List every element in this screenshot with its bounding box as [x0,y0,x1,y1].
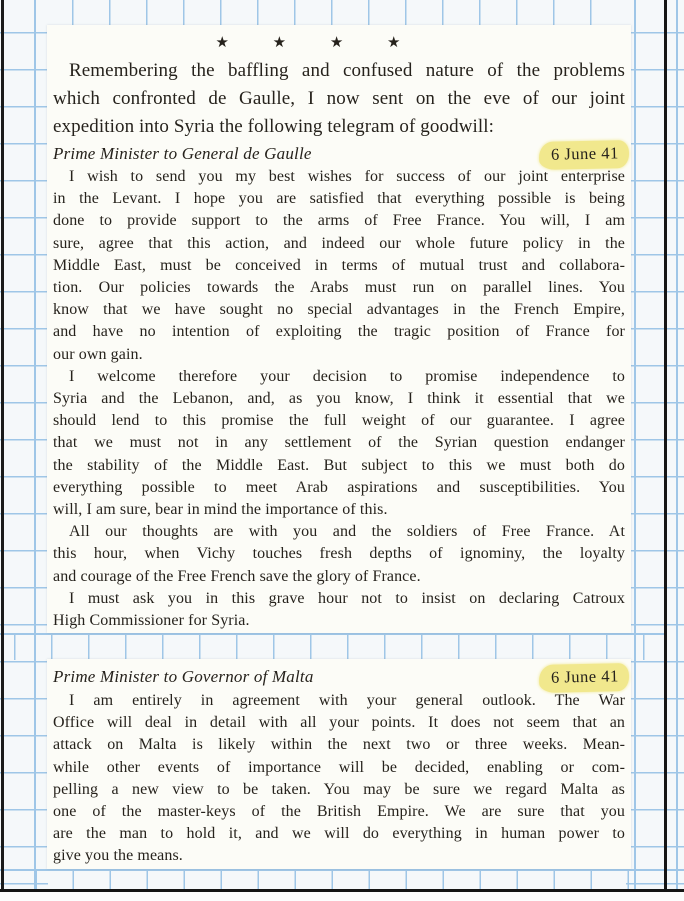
text-line: done to provide support to the arms of Free France. You will, I am [53,212,625,230]
text-line: and courage of the Free French save the glory of France. [53,567,421,585]
text-line: and have no intention of exploiting the tragic position of France for [53,323,625,341]
text-line: I must ask you in this grave hour not to insist on declaring Catroux [69,589,625,607]
text-line: which confronted de Gaulle, I now sent on the eve of our joint [53,88,625,109]
text-line: I welcome therefore your decision to promise independence to [69,367,625,385]
text-line: should lend to this promise the full weight of our guarantee. I agree [53,412,625,430]
paragraph [53,366,625,521]
graph-paper-left-margin [0,0,48,901]
telegram-1-heading: Prime Minister to General de Gaulle [53,144,312,163]
telegram-2-heading: Prime Minister to Governor of Malta [53,667,314,686]
text-line: sure, agree that this action, and indeed our whole future policy in the [53,234,625,252]
telegram-1-date: 6 June 41 [551,143,620,164]
text-line: pelling a new view to be taken. You may be sure we regard Malta as [53,780,625,798]
text-line: Remembering the baffling and confused nature of the problems [69,60,625,81]
paragraph [53,57,625,141]
text-line: High Commissioner for Syria. [53,612,250,630]
text-line: give you the means. [53,847,183,865]
telegram-1-heading-row [53,141,629,169]
telegram-1-body [53,166,625,632]
paragraph [53,690,625,868]
page-section-1 [47,25,631,633]
text-line: our own gain. [53,345,143,363]
text-line: are the man to hold it, and we will do everything in human power to [53,825,625,843]
photocopy-border-right [664,0,667,901]
graph-paper-middle-strip [0,633,664,660]
text-line: expedition into Syria the following telegram of goodwill: [53,116,495,137]
text-line: this hour, when Vichy touches fresh depths of ignominy, the loyalty [53,545,625,563]
text-line: know that we have sought no special advantages in the French Empire, [53,301,625,319]
text-line: everything possible to meet Arab aspirations and susceptibilities. You [53,478,625,496]
text-line: All our thoughts are with you and the soldiers of Free France. At [69,523,625,541]
text-line: one of the master-keys of the British Empire. We are sure that you [53,803,625,821]
text-line: I am entirely in agreement with your general outlook. The War [69,692,625,709]
text-line: I wish to send you my best wishes for success of our joint enterprise [69,168,625,185]
telegram-2-heading-row [53,664,629,692]
paragraph [53,588,625,632]
text-line: tion. Our policies towards the Arabs must run on parallel lines. You [53,279,625,297]
text-line: while other events of importance will be decided, enabling or com- [53,758,625,776]
section-break-stars: ★ ★ ★ ★ [215,35,403,51]
text-line: Middle East, must be conceived in terms of mutual trust and collabora- [53,256,625,274]
telegram-2-body [53,690,625,868]
text-line: Syria and the Lebanon, and, as you know, I think it essential that we [53,390,625,408]
telegram-2-date-highlight [539,663,629,693]
text-line: that we must not in any settlement of the Syrian question endanger [53,434,625,452]
text-line: will, I am sure, bear in mind the importance of this. [53,501,388,519]
text-line: Office will deal in detail with all your points. It does not seem that an [53,714,625,732]
intro-paragraph [53,57,625,141]
graph-paper-right-margin [626,0,684,901]
paper-below-border [0,892,684,901]
paragraph [53,521,625,588]
text-line: the stability of the Middle East. But subject to this we must both do [53,456,625,474]
paragraph [53,166,625,366]
telegram-2-date: 6 June 41 [551,666,620,687]
text-line: in the Levant. I hope you are satisfied that everything possible is being [53,190,625,208]
text-line: attack on Malta is likely within the next two or three weeks. Mean- [53,736,625,754]
graph-paper-bottom-strip [0,869,684,890]
photocopy-border-left [1,0,4,901]
page-section-2 [47,659,631,869]
graph-paper-top-strip [48,0,626,26]
